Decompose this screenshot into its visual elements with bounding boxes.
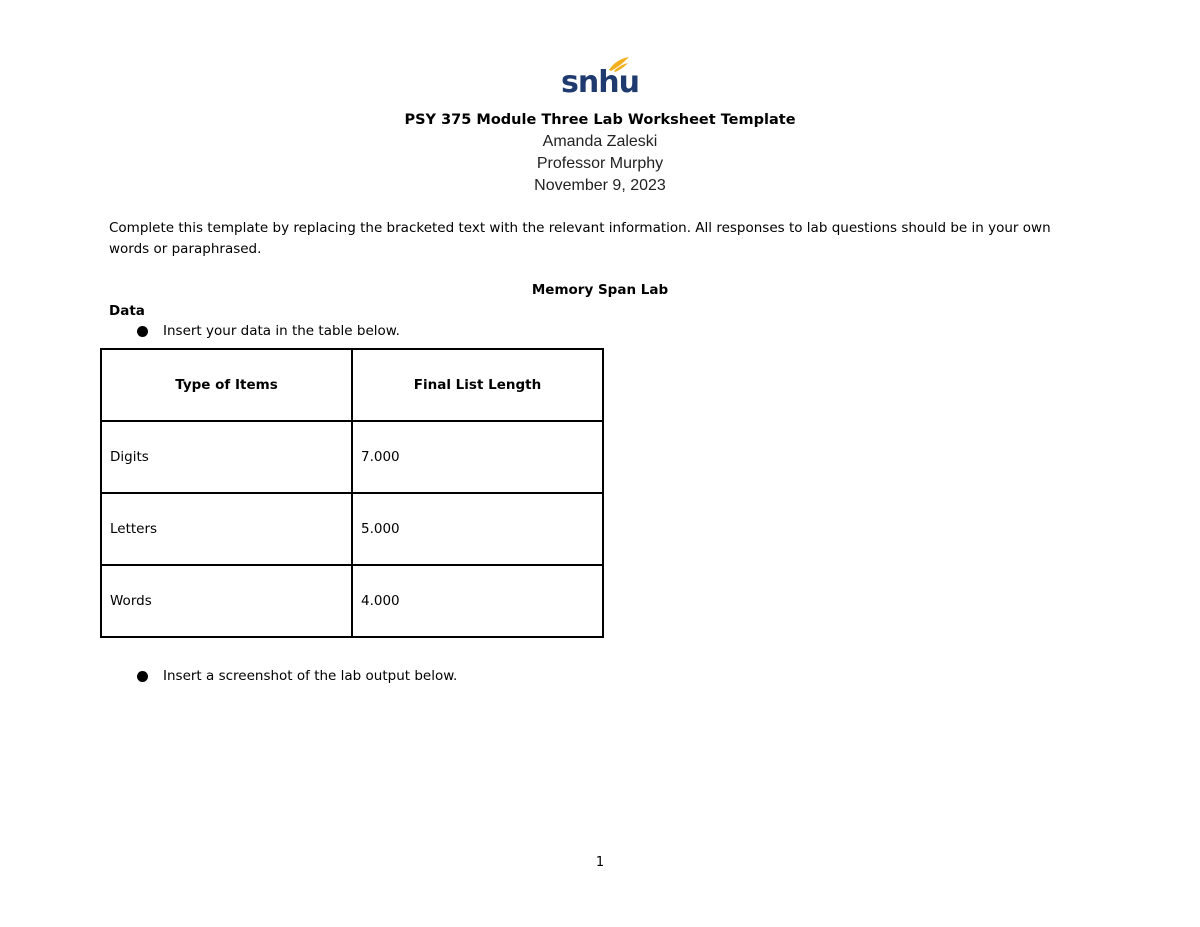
document-date: November 9, 2023 xyxy=(534,177,666,194)
snhu-logo xyxy=(560,56,640,104)
table-header-row xyxy=(101,349,603,421)
bullet-text: Insert a screenshot of the lab output below. xyxy=(163,668,458,684)
professor-name: Professor Murphy xyxy=(536,155,664,172)
cell-length[interactable]: 4.000 xyxy=(352,565,603,637)
data-table xyxy=(100,348,604,638)
header-final-list-length: Final List Length xyxy=(352,349,603,421)
section-heading: Memory Span Lab xyxy=(531,282,669,298)
cell-type[interactable]: Words xyxy=(101,565,352,637)
table-row xyxy=(101,493,603,565)
bullet-icon xyxy=(137,326,148,337)
logo-wordmark: snhu xyxy=(561,65,639,100)
cell-type[interactable]: Digits xyxy=(101,421,352,493)
table-row xyxy=(101,565,603,637)
author-name: Amanda Zaleski xyxy=(542,133,658,150)
cell-length[interactable]: 7.000 xyxy=(352,421,603,493)
instructions-paragraph: Complete this template by replacing the bracketed text with the relevant information. All responses to lab questions should be in your own words or paraphrased. xyxy=(109,220,1051,257)
header-type-of-items: Type of Items xyxy=(101,349,352,421)
bullet-icon xyxy=(137,671,148,682)
table-row xyxy=(101,421,603,493)
data-label: Data xyxy=(109,303,145,319)
page-number: 1 xyxy=(595,855,605,870)
document-title: PSY 375 Module Three Lab Worksheet Template xyxy=(404,112,796,128)
bullet-text: Insert your data in the table below. xyxy=(163,323,400,339)
cell-length[interactable]: 5.000 xyxy=(352,493,603,565)
cell-type[interactable]: Letters xyxy=(101,493,352,565)
